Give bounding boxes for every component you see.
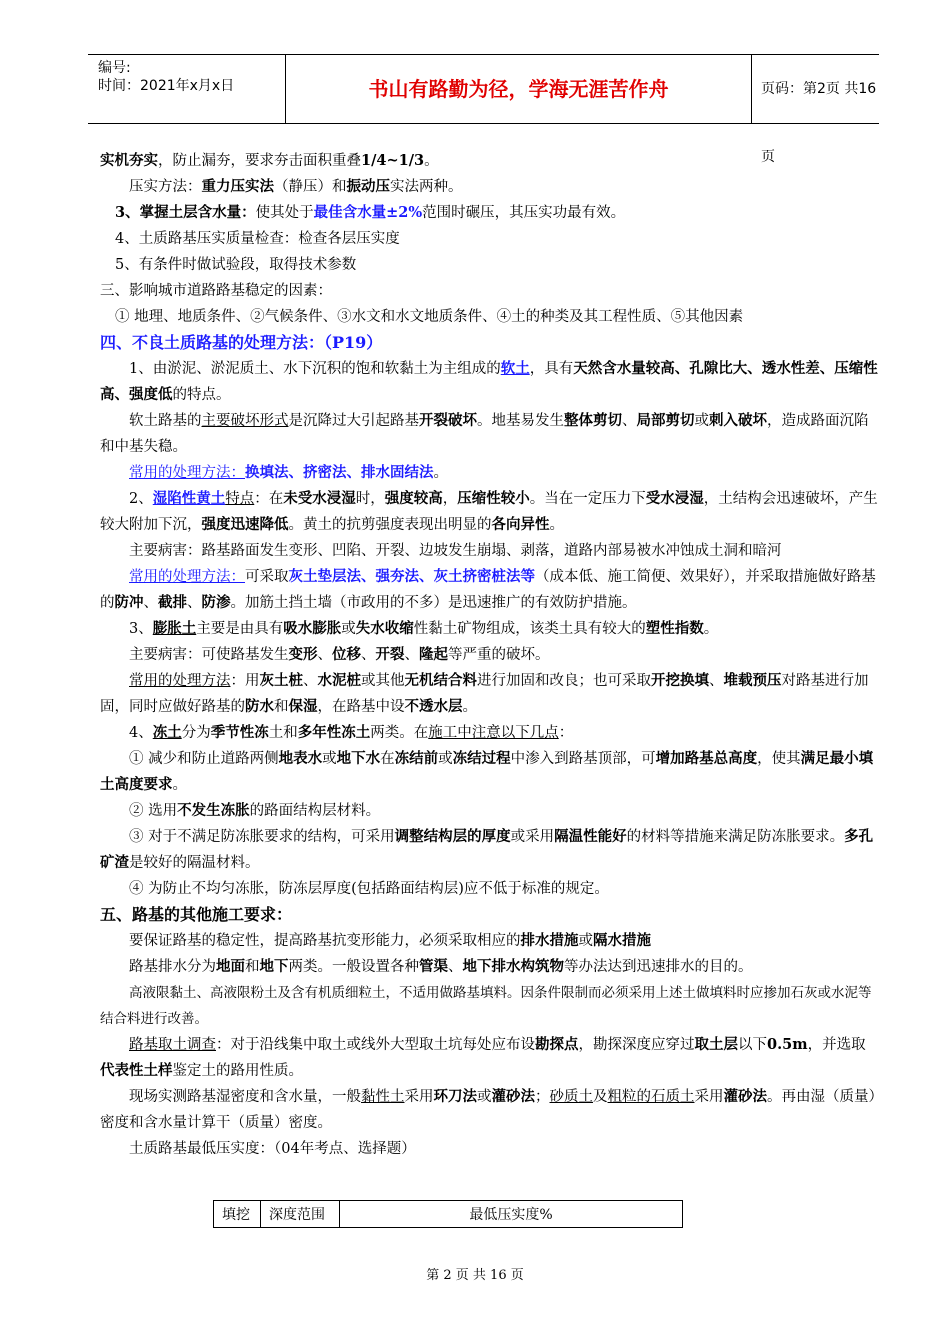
para-expansive-methods: 常用的处理方法：用灰土桩、水泥桩或其他无机结合料进行加固和改良；也可采取开挖换填、堆载预压对路基进行加固，同时应做好路基的防水和保湿，在路基中设不透水层。 bbox=[100, 672, 869, 715]
para-soft-failure: 软土路基的主要破坏形式是沉降过大引起路基开裂破坏。地基易发生整体剪切、局部剪切或刺入破坏，造成路面沉陷和中基失稳。 bbox=[100, 412, 869, 455]
para-frozen-4: ④ 为防止不均匀冻胀，防冻层厚度(包括路面结构层)应不低于标准的规定。 bbox=[129, 881, 609, 897]
section-5-title: 五、路基的其他施工要求： bbox=[100, 905, 293, 924]
para-stability: 要保证路基的稳定性，提高路基抗变形能力，必须采取相应的排水措施或隔水措施 bbox=[129, 932, 651, 949]
line-3: 3、掌握土层含水量：使其处于最佳含水量±2%范围时碾压，其压实功最有效。 bbox=[115, 204, 626, 221]
line-4: 4、土质路基压实质量检查：检查各层压实度 bbox=[115, 231, 400, 247]
header-motto: 书山有路勤为径，学海无涯苦作舟 bbox=[286, 55, 752, 123]
line-1: 实机夯实，防止漏夯，要求夯击面积重叠1/4~1/3。 bbox=[100, 152, 439, 169]
para-frozen: 4、冻土分为季节性冻土和多年性冻土两类。在施工中注意以下几点： bbox=[129, 724, 574, 741]
para-loess-disease: 主要病害：路基路面发生变形、凹陷、开裂、边坡发生崩塌、剥落，道路内部易被水冲蚀成土洞和暗河 bbox=[129, 543, 782, 559]
compaction-table bbox=[213, 1200, 683, 1228]
line-factors: ① 地理、地质条件、②气候条件、③水文和水文地质条件、④土的种类及其工程性质、⑤其他因素 bbox=[115, 309, 744, 325]
para-expansive-disease: 主要病害：可使路基发生变形、位移、开裂、隆起等严重的破坏。 bbox=[129, 646, 550, 663]
para-density-test: 现场实测路基湿密度和含水量，一般黏性土采用环刀法或灌砂法；砂质土及粗粒的石质土采用灌砂法。再由湿（质量）密度和含水量计算干（质量）密度。 bbox=[100, 1088, 876, 1131]
section-3-title: 三、影响城市道路路基稳定的因素： bbox=[100, 283, 332, 299]
code-label: 编号: bbox=[98, 60, 131, 76]
para-frozen-1: ① 减少和防止道路两侧地表水或地下水在冻结前或冻结过程中渗入到路基顶部，可增加路基总高度，使其满足最小填土高度要求。 bbox=[100, 750, 874, 793]
section-4-title: 四、不良土质路基的处理方法：（P19） bbox=[100, 333, 383, 352]
para-compaction-table-title: 土质路基最低压实度：（04年考点、选择题） bbox=[129, 1141, 416, 1157]
page-footer: 第 2 页 共 16 页 bbox=[426, 1268, 524, 1283]
table-header-row bbox=[214, 1201, 683, 1228]
table-header-cell: 填挖 bbox=[214, 1201, 261, 1228]
para-soft-soil: 1、由淤泥、淤泥质土、水下沉积的饱和软黏土为主组成的软土，具有天然含水量较高、孔隙比大、透水性差、压缩性高、强度低的特点。 bbox=[100, 360, 878, 403]
para-drainage: 路基排水分为地面和地下两类。一般设置各种管渠、地下排水构筑物等办法达到迅速排水的目的。 bbox=[129, 958, 753, 975]
para-loess-methods: 常用的处理方法：可采取灰土垫层法、强夯法、灰土挤密桩法等（成本低、施工简便、效果好），并采取措施做好路基的防冲、截排、防渗。加筋土挡土墙（市政用的不多）是迅速推广的有效防护措施。 bbox=[100, 568, 876, 611]
para-frozen-2: ② 选用不发生冻胀的路面结构层材料。 bbox=[129, 802, 381, 819]
para-fill-material: 高液限黏土、高液限粉土及含有机质细粒土，不适用做路基填料。因条件限制而必须采用上述土做填料时应掺加石灰或水泥等结合料进行改善。 bbox=[100, 985, 872, 1027]
header-meta bbox=[88, 55, 286, 123]
line-5: 5、有条件时做试验段，取得技术参数 bbox=[115, 257, 357, 273]
document-body bbox=[100, 148, 880, 1162]
header-page-info: 页码：第2页 共16页 bbox=[761, 81, 877, 165]
para-soft-methods: 常用的处理方法：换填法、挤密法、排水固结法。 bbox=[129, 464, 448, 481]
line-2: 压实方法：重力压实法（静压）和振动压实法两种。 bbox=[129, 178, 463, 195]
table-header-cell: 深度范围 bbox=[261, 1201, 340, 1228]
date-label: 时间：2021年x月x日 bbox=[98, 78, 235, 94]
table-header-cell: 最低压实度% bbox=[340, 1201, 683, 1228]
para-borrow-survey: 路基取土调查：对于沿线集中取土或线外大型取土坑每处应布设勘探点，勘探深度应穿过取土层以下0.5m，并选取代表性土样鉴定土的路用性质。 bbox=[100, 1036, 866, 1079]
para-expansive: 3、膨胀土主要是由具有吸水膨胀或失水收缩性黏土矿物组成，该类土具有较大的塑性指数。 bbox=[129, 620, 719, 637]
para-frozen-3: ③ 对于不满足防冻胀要求的结构，可采用调整结构层的厚度或采用隔温性能好的材料等措施来满足防冻胀要求。多孔矿渣是较好的隔温材料。 bbox=[100, 828, 874, 871]
para-loess: 2、湿陷性黄土特点：在未受水浸湿时，强度较高，压缩性较小。当在一定压力下受水浸湿，土结构会迅速破坏，产生较大附加下沉，强度迅速降低。黄土的抗剪强度表现出明显的各向异性。 bbox=[100, 490, 878, 533]
